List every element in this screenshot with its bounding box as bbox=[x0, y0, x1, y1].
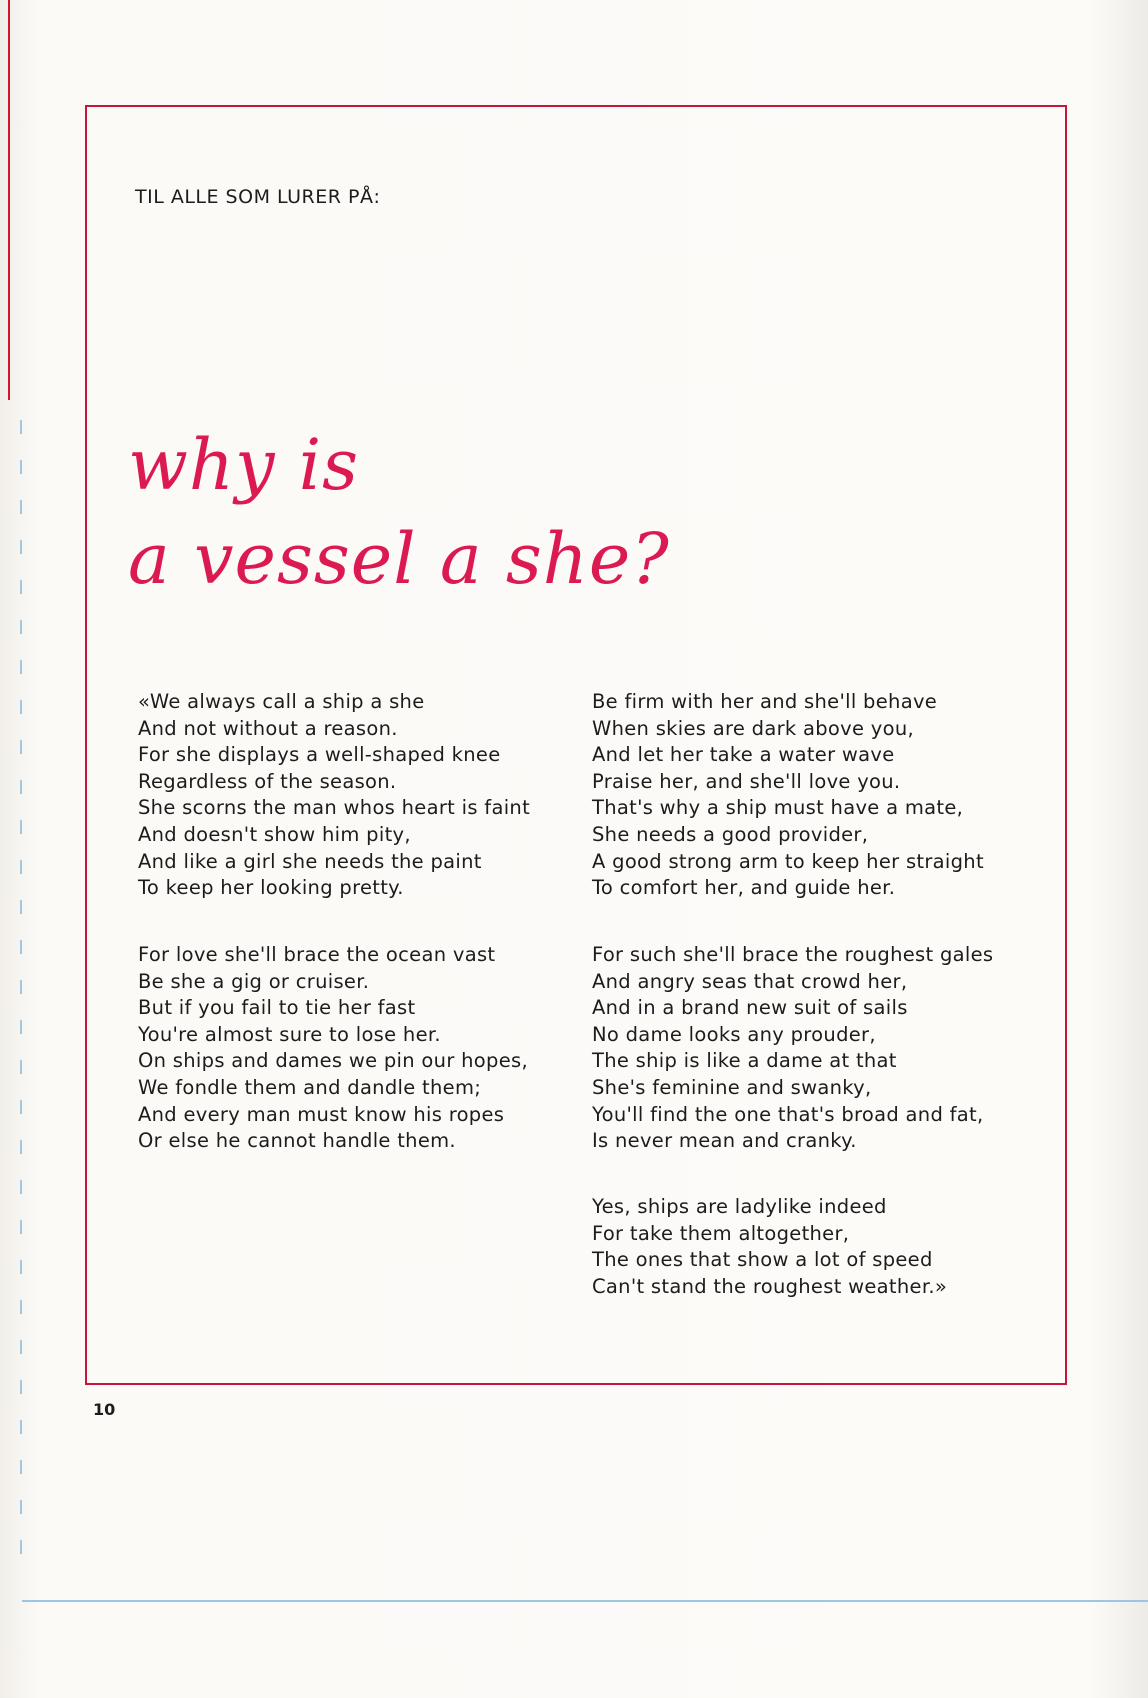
poem-line: To keep her looking pretty. bbox=[138, 876, 404, 900]
poem-line: And let her take a water wave bbox=[592, 743, 895, 767]
poem-line: When skies are dark above you, bbox=[592, 716, 915, 740]
poem-line: And in a brand new suit of sails bbox=[592, 996, 908, 1020]
stanza-left-1 bbox=[138, 689, 530, 902]
page-number: 10 bbox=[93, 1400, 116, 1419]
poem-line: The ones that show a lot of speed bbox=[592, 1248, 933, 1272]
poem-line: «We always call a ship a she bbox=[138, 690, 425, 713]
poem-line: Or else he cannot handle them. bbox=[138, 1129, 456, 1153]
poem-line: And angry seas that crowd her, bbox=[592, 969, 908, 993]
stanza-right-3 bbox=[592, 1194, 947, 1300]
poem-line: You're almost sure to lose her. bbox=[138, 1022, 441, 1046]
poem-line: She's feminine and swanky, bbox=[592, 1075, 872, 1099]
poem-line: A good strong arm to keep her straight bbox=[592, 849, 984, 873]
poem-line: Yes, ships are ladylike indeed bbox=[592, 1195, 887, 1218]
poem-line: For such she'll brace the roughest gales bbox=[592, 943, 994, 966]
poem-line: We fondle them and dandle them; bbox=[138, 1075, 482, 1099]
poem-line: And every man must know his ropes bbox=[138, 1102, 505, 1126]
poem-line: And not without a reason. bbox=[138, 716, 398, 740]
stanza-right-1 bbox=[592, 689, 984, 902]
poem-line: No dame looks any prouder, bbox=[592, 1022, 876, 1046]
poem-line: For take them altogether, bbox=[592, 1221, 850, 1245]
poem-line: Can't stand the roughest weather.» bbox=[592, 1274, 948, 1298]
poem-line: Regardless of the season. bbox=[138, 769, 397, 793]
spine-red-edge bbox=[8, 0, 10, 400]
poem-title bbox=[128, 418, 670, 606]
stanza-right-2 bbox=[592, 942, 993, 1155]
spine-blue-edge bbox=[20, 420, 22, 1570]
stanza-left-2 bbox=[138, 942, 528, 1155]
poem-line: For love she'll brace the ocean vast bbox=[138, 943, 496, 966]
poem-line: And doesn't show him pity, bbox=[138, 822, 411, 846]
page-header: TIL ALLE SOM LURER PÅ: bbox=[135, 186, 381, 208]
poem-line: Praise her, and she'll love you. bbox=[592, 769, 901, 793]
poem-title-line-1: why is bbox=[128, 424, 360, 506]
poem-line: But if you fail to tie her fast bbox=[138, 996, 416, 1020]
poem-line: Be she a gig or cruiser. bbox=[138, 969, 370, 993]
poem-line: She scorns the man whos heart is faint bbox=[138, 796, 531, 820]
poem-line: For she displays a well-shaped knee bbox=[138, 743, 501, 767]
bottom-edge-rule bbox=[22, 1600, 1148, 1602]
poem-line: Is never mean and cranky. bbox=[592, 1129, 857, 1153]
poem-line: And like a girl she needs the paint bbox=[138, 849, 482, 873]
poem-line: To comfort her, and guide her. bbox=[592, 876, 896, 900]
poem-line: That's why a ship must have a mate, bbox=[592, 796, 964, 820]
poem-line: The ship is like a dame at that bbox=[592, 1049, 897, 1073]
poem-line: You'll find the one that's broad and fat, bbox=[592, 1102, 984, 1126]
poem-title-line-2: a vessel a she? bbox=[128, 518, 670, 600]
poem-line: On ships and dames we pin our hopes, bbox=[138, 1049, 528, 1073]
poem-line: Be firm with her and she'll behave bbox=[592, 690, 938, 713]
poem-line: She needs a good provider, bbox=[592, 822, 869, 846]
